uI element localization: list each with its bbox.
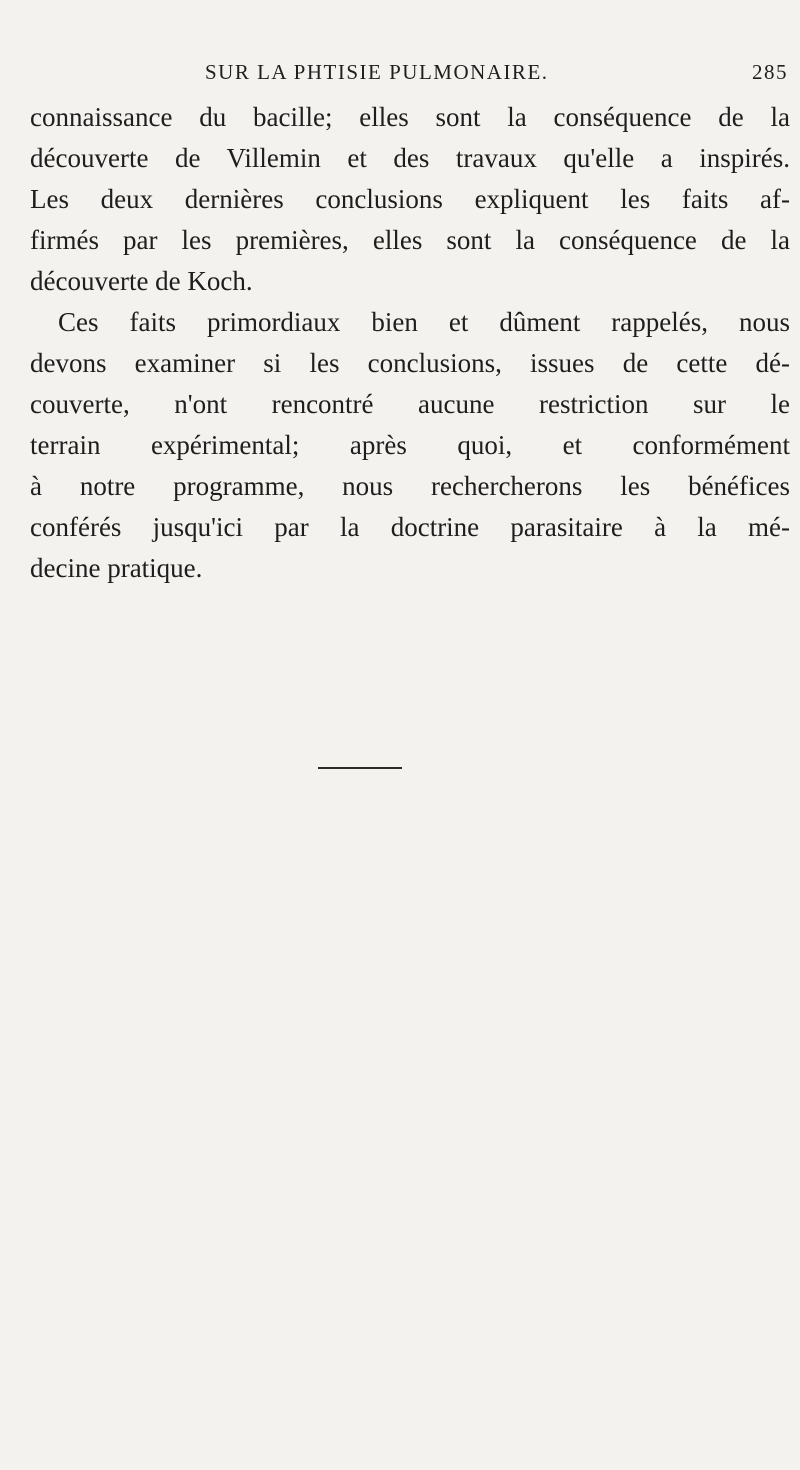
- page-number: 285: [752, 60, 788, 84]
- text-line: conférés jusqu'ici par la doctrine parasitaire à la mé-: [30, 512, 790, 542]
- text-line: firmés par les premières, elles sont la conséquence de la: [30, 225, 790, 255]
- text-line: decine pratique.: [30, 553, 203, 583]
- text-line: à notre programme, nous rechercherons les bénéfices: [30, 471, 790, 501]
- running-head: [30, 60, 800, 90]
- text-line: devons examiner si les conclusions, issues de cette dé-: [30, 348, 790, 378]
- text-line: Ces faits primordiaux bien et dûment rappelés, nous: [58, 307, 790, 337]
- separator-rule: [318, 767, 402, 769]
- text-line: découverte de Koch.: [30, 266, 253, 296]
- text-line: terrain expérimental; après quoi, et conformément: [30, 430, 790, 460]
- text-line: connaissance du bacille; elles sont la conséquence de la: [30, 102, 790, 132]
- running-title: SUR LA PHTISIE PULMONAIRE.: [205, 60, 549, 84]
- text-line: Les deux dernières conclusions expliquent les faits af-: [30, 184, 790, 214]
- text-line: couverte, n'ont rencontré aucune restriction sur le: [30, 389, 790, 419]
- text-line: découverte de Villemin et des travaux qu'elle a inspirés.: [30, 143, 790, 173]
